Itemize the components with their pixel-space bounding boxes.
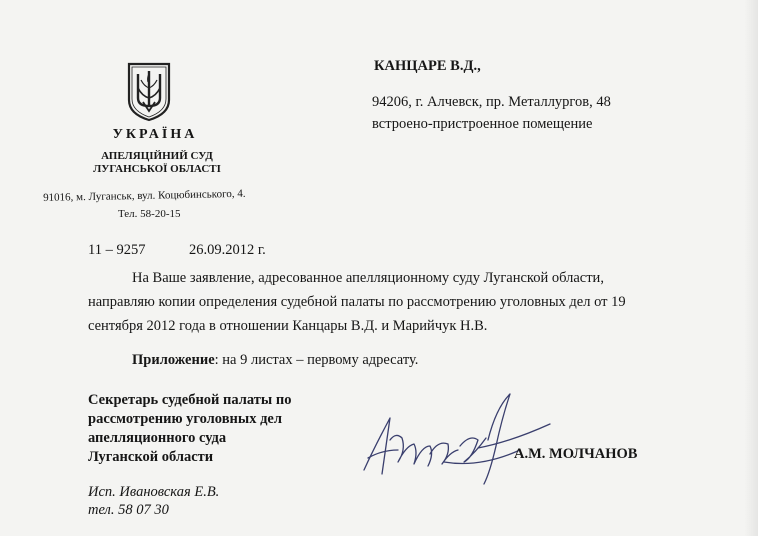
- attachment-label: Приложение: [132, 352, 215, 368]
- signatory-name: А.М. МОЛЧАНОВ: [514, 446, 638, 462]
- executor-phone: тел. 58 07 30: [88, 502, 169, 518]
- reference-number: 11 – 9257: [88, 242, 146, 258]
- handwritten-signature-icon: [360, 388, 560, 488]
- body-line-3: сентября 2012 года в отношении Канцары В.Д. и Марийчук Н.В.: [88, 318, 488, 334]
- court-name-line1: АПЕЛЯЦІЙНИЙ СУД: [101, 150, 213, 162]
- country-name: УКРАЇНА: [112, 127, 198, 142]
- court-address: 91016, м. Луганськ, вул. Коцюбинського, 4.: [43, 187, 246, 204]
- body-line-2: направляю копии определения судебной палаты по рассмотрению уголовных дел от 19: [88, 294, 626, 310]
- page-edge-shadow: [744, 0, 758, 536]
- signatory-title-line1: Секретарь судебной палаты по: [88, 392, 292, 408]
- reference-date: 26.09.2012 г.: [189, 242, 266, 258]
- recipient-name: КАНЦАРЕ В.Д.,: [374, 58, 481, 74]
- trident-emblem-icon: [126, 62, 172, 122]
- signatory-title-line4: Луганской области: [88, 449, 214, 465]
- recipient-address: 94206, г. Алчевск, пр. Металлургов, 48: [372, 94, 611, 110]
- court-phone: Тел. 58-20-15: [118, 208, 181, 220]
- attachment-text: : на 9 листах – первому адресату.: [214, 352, 419, 368]
- recipient-premises: встроено-пристроенное помещение: [372, 116, 593, 132]
- body-line-1: На Ваше заявление, адресованное апелляционному суду Луганской области,: [132, 270, 604, 286]
- executor-name: Исп. Ивановская Е.В.: [88, 484, 220, 500]
- court-name-line2: ЛУГАНСЬКОЇ ОБЛАСТІ: [93, 163, 221, 175]
- signatory-title-line3: апелляционного суда: [88, 430, 227, 446]
- signatory-title-line2: рассмотрению уголовных дел: [88, 411, 282, 427]
- attachment-line: [132, 352, 418, 369]
